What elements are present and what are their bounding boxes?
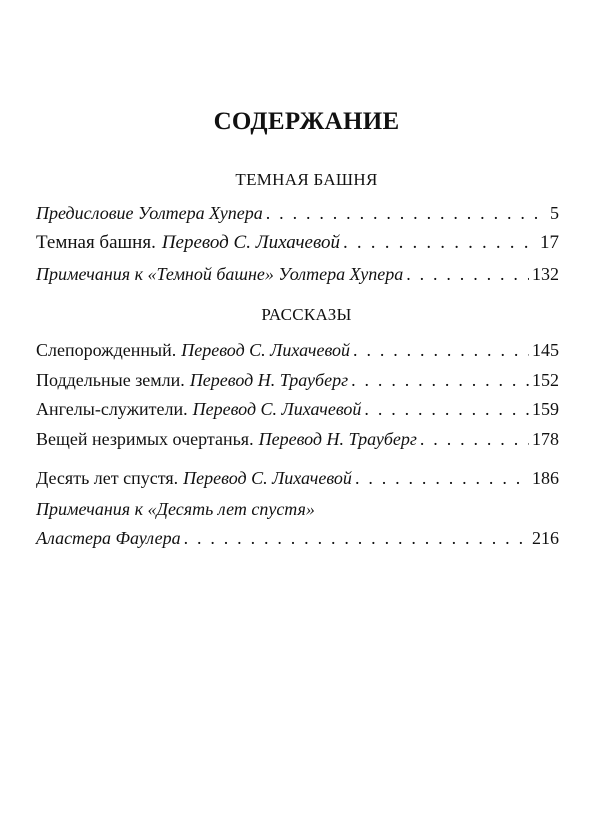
section-heading-stories: РАССКАЗЫ <box>261 305 352 324</box>
dot-leader <box>343 232 537 254</box>
dot-leader <box>266 203 547 224</box>
dot-leader <box>420 429 529 450</box>
entry-title: Десять лет спустя. <box>36 468 179 488</box>
entry-page-number: 145 <box>532 340 559 360</box>
entry-translator: Перевод Н. Трауберг <box>258 429 417 449</box>
toc-entry-notes-after-ten-years[interactable] <box>36 528 559 549</box>
entry-translator: Перевод С. Лихачевой <box>181 340 351 360</box>
entry-page-number: 132 <box>532 264 559 284</box>
entry-title: Слепорожденный. <box>36 340 177 360</box>
entry-page-number: 5 <box>550 203 559 223</box>
entry-page-number: 186 <box>532 468 559 488</box>
entry-page-number: 152 <box>532 370 559 390</box>
entry-title: Вещей незримых очертанья. <box>36 429 254 449</box>
dot-leader <box>406 264 529 285</box>
section-heading-dark-tower: ТЕМНАЯ БАШНЯ <box>235 170 378 189</box>
entry-translator: Перевод С. Лихачевой <box>183 468 352 488</box>
dot-leader <box>351 370 529 391</box>
entry-title: Примечания к «Темной башне» Уолтера Хупера <box>36 264 404 284</box>
entry-page-number: 178 <box>532 429 559 449</box>
toc-entry-ministering-angels[interactable] <box>36 399 559 420</box>
toc-entry-notes-after-ten-years-line1[interactable]: Примечания к «Десять лет спустя» <box>36 499 315 519</box>
entry-translator: Перевод Н. Трауберг <box>189 370 349 390</box>
entry-title: Аластера Фаулера <box>36 528 181 548</box>
toc-entry-forms-of-things-unknown[interactable] <box>36 429 559 450</box>
toc-entry-dark-tower[interactable] <box>36 232 559 254</box>
entry-page-number: 159 <box>532 399 559 419</box>
toc-entry-man-born-blind[interactable] <box>36 340 559 361</box>
toc-entry-shoddy-lands[interactable] <box>36 370 559 391</box>
toc-entry-notes-dark-tower[interactable] <box>36 264 559 285</box>
entry-translator: Перевод С. Лихачевой <box>192 399 362 419</box>
dot-leader <box>353 340 529 361</box>
page-title: СОДЕРЖАНИЕ <box>213 108 400 135</box>
entry-title: Предисловие Уолтера Хупера <box>36 203 263 223</box>
dot-leader <box>364 399 529 420</box>
entry-title: Поддельные земли. <box>36 370 185 390</box>
entry-page-number: 17 <box>540 232 559 253</box>
entry-title: Темная башня. <box>36 232 156 253</box>
entry-translator: Перевод С. Лихачевой <box>161 232 340 253</box>
dot-leader <box>355 468 529 489</box>
entry-page-number: 216 <box>532 528 559 548</box>
toc-entry-preface[interactable] <box>36 203 559 224</box>
toc-entry-after-ten-years[interactable] <box>36 468 559 489</box>
dot-leader <box>184 528 529 549</box>
entry-title: Ангелы-служители. <box>36 399 188 419</box>
